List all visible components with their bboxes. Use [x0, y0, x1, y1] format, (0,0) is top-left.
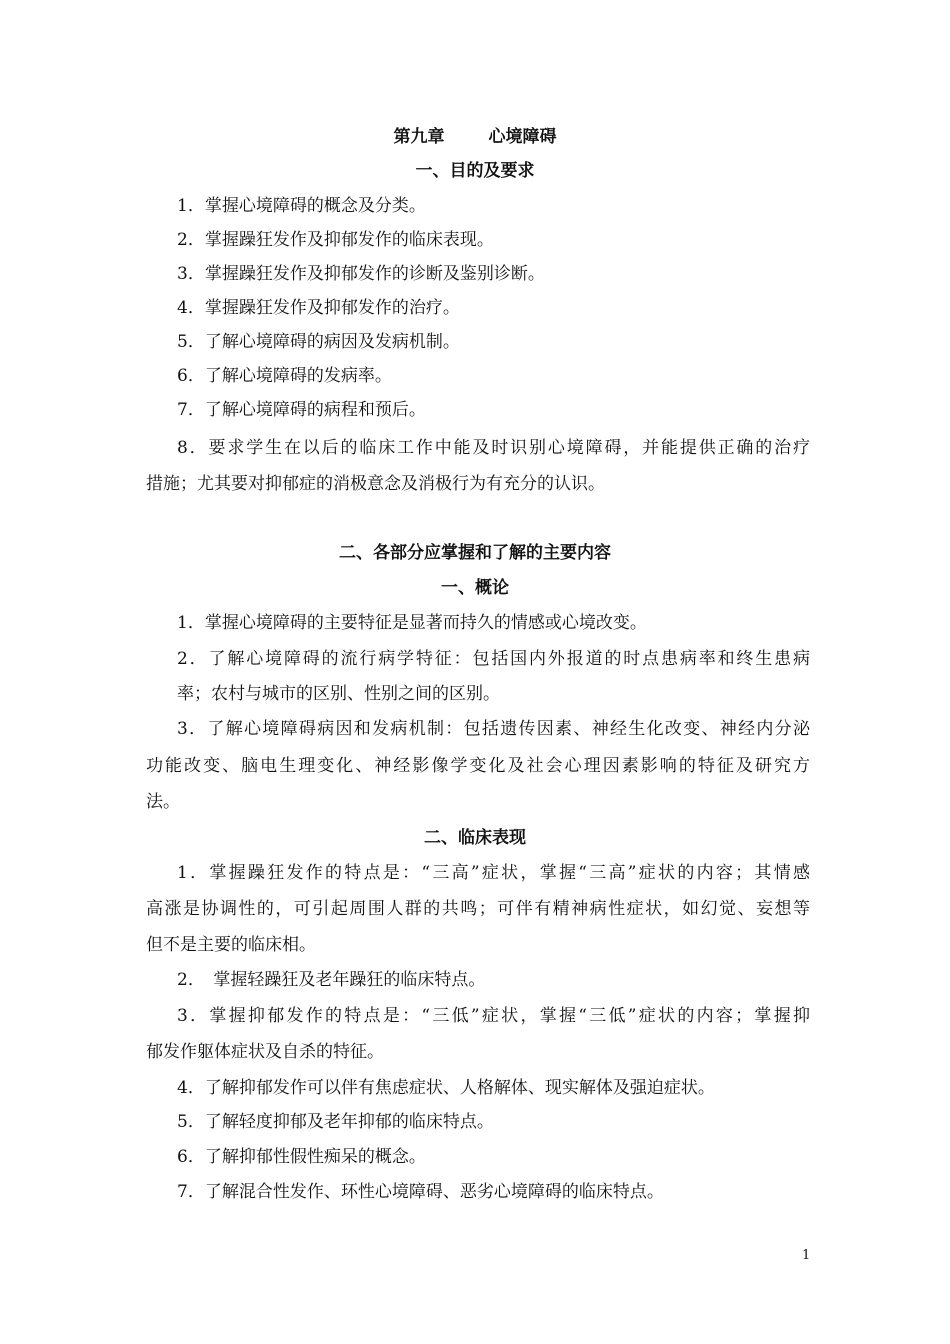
subsection-heading-overview: 一、概论: [441, 578, 509, 598]
overview-item-3-line3: 法。: [146, 792, 180, 812]
objective-item: 3．掌握躁狂发作及抑郁发作的诊断及鉴别诊断。: [177, 264, 545, 284]
clinical-item-1-line3: 但不是主要的临床相。: [146, 935, 316, 955]
overview-item-2-line2: 率；农村与城市的区别、性别之间的区别。: [177, 684, 500, 704]
objective-item: 4．掌握躁狂发作及抑郁发作的治疗。: [177, 298, 460, 318]
chapter-title: [0, 125, 950, 149]
objective-item-8-line2: 措施；尤其要对抑郁症的消极意念及消极行为有充分的认识。: [146, 474, 605, 494]
objective-item-8-line1: 8．要求学生在以后的临床工作中能及时识别心境障碍，并能提供正确的治疗: [177, 438, 810, 458]
section-heading-objectives: 一、目的及要求: [415, 161, 535, 181]
objective-item: 6．了解心境障碍的发病率。: [177, 366, 392, 386]
objective-item: 7．了解心境障碍的病程和预后。: [177, 400, 426, 420]
overview-item-3-line2: 功能改变、脑电生理变化、神经影像学变化及社会心理因素影响的特征及研究方: [146, 756, 810, 776]
chapter-number: 第九章: [393, 127, 445, 147]
clinical-item-4: 4．了解抑郁发作可以伴有焦虑症状、人格解体、现实解体及强迫症状。: [177, 1078, 715, 1098]
clinical-item-7: 7．了解混合性发作、环性心境障碍、恶劣心境障碍的临床特点。: [177, 1182, 664, 1202]
objective-item: 2．掌握躁狂发作及抑郁发作的临床表现。: [177, 230, 494, 250]
subsection-heading-clinical: 二、临床表现: [424, 828, 526, 848]
clinical-item-5: 5．了解轻度抑郁及老年抑郁的临床特点。: [177, 1112, 494, 1132]
clinical-item-3-line2: 郁发作躯体症状及自杀的特征。: [146, 1042, 384, 1062]
objective-item: 5．了解心境障碍的病因及发病机制。: [177, 332, 460, 352]
section-heading-contents: 二、各部分应掌握和了解的主要内容: [339, 543, 611, 563]
chapter-name: 心境障碍: [488, 127, 557, 147]
clinical-item-2: 2． 掌握轻躁狂及老年躁狂的临床特点。: [177, 970, 486, 990]
clinical-item-1-line2: 高涨是协调性的，可引起周围人群的共鸣；可伴有精神病性症状，如幻觉、妄想等: [146, 899, 810, 919]
overview-item-2-line1: 2．了解心境障碍的流行病学特征：包括国内外报道的时点患病率和终生患病: [177, 649, 810, 669]
overview-item-1: 1．掌握心境障碍的主要特征是显著而持久的情感或心境改变。: [177, 613, 647, 633]
clinical-item-1-line1: 1．掌握躁狂发作的特点是：“三高”症状，掌握“三高”症状的内容；其情感: [177, 863, 810, 883]
page-number: 1: [802, 1248, 811, 1263]
objective-item: 1．掌握心境障碍的概念及分类。: [177, 196, 426, 216]
clinical-item-3-line1: 3．掌握抑郁发作的特点是：“三低”症状，掌握“三低”症状的内容；掌握抑: [177, 1006, 810, 1026]
overview-item-3-line1: 3．了解心境障碍病因和发病机制：包括遗传因素、神经生化改变、神经内分泌: [177, 719, 810, 739]
clinical-item-6: 6．了解抑郁性假性痴呆的概念。: [177, 1147, 426, 1167]
